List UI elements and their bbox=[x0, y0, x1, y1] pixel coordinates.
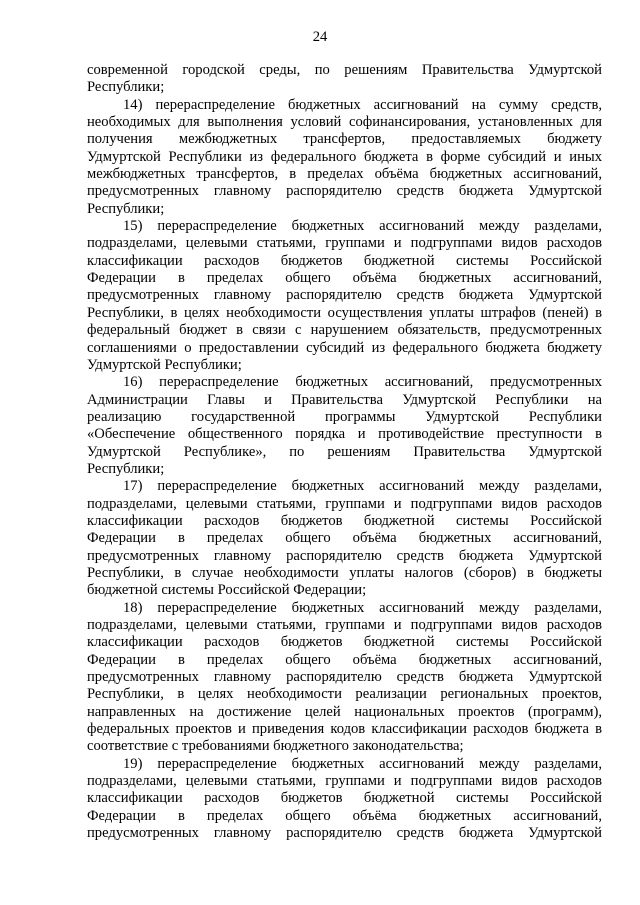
text-line: предусмотренных главному распорядителю средств бюджета Удмуртской bbox=[87, 825, 602, 842]
text-line: бюджетной системы Российской Федерации; bbox=[87, 582, 367, 599]
text-line: соответствие с требованиями бюджетного законодательства; bbox=[87, 738, 464, 755]
paragraph-first-line: 14) перераспределение бюджетных ассигнований на сумму средств, bbox=[123, 96, 602, 113]
text-line: предусмотренных главному распорядителю средств бюджета Удмуртской bbox=[87, 669, 602, 686]
text-line: реализацию государственной программы Удмуртской Республики bbox=[87, 408, 602, 425]
text-line: подразделами, целевыми статьями, группами и подгруппами видов расходов bbox=[87, 235, 602, 252]
text-line: классификации расходов бюджетов бюджетной системы Российской bbox=[87, 634, 602, 651]
text-line: Республики, в целях необходимости реализации региональных проектов, bbox=[87, 686, 602, 703]
text-line: «Обеспечение общественного порядка и противодействие преступности в bbox=[87, 426, 602, 443]
paragraph-first-line: 15) перераспределение бюджетных ассигнований между разделами, bbox=[123, 218, 602, 235]
page-number: 24 bbox=[312, 29, 328, 45]
text-line: предусмотренных главному распорядителю средств бюджета Удмуртской bbox=[87, 287, 602, 304]
text-line: предусмотренных главному распорядителю средств бюджета Удмуртской bbox=[87, 183, 602, 200]
text-line: федеральных проектов и приведения кодов классификации расходов бюджета в bbox=[87, 721, 602, 738]
text-line: Федерации в пределах общего объёма бюджетных ассигнований, bbox=[87, 530, 602, 547]
text-line: необходимых для выполнения условий софинансирования, установленных для bbox=[87, 114, 602, 131]
text-line: Удмуртской Республики из федерального бюджета в форме субсидий и иных bbox=[87, 148, 602, 165]
paragraph-first-line: 16) перераспределение бюджетных ассигнований, предусмотренных bbox=[123, 374, 602, 391]
paragraph-first-line: 17) перераспределение бюджетных ассигнований между разделами, bbox=[123, 478, 602, 495]
text-line: классификации расходов бюджетов бюджетной системы Российской bbox=[87, 252, 602, 269]
paragraph-first-line: 19) перераспределение бюджетных ассигнований между разделами, bbox=[123, 755, 602, 772]
text-line: Республики; bbox=[87, 200, 165, 217]
text-line: классификации расходов бюджетов бюджетной системы Российской bbox=[87, 512, 602, 529]
text-line: Республики, в случае необходимости уплаты налогов (сборов) в бюджеты bbox=[87, 564, 602, 581]
text-line: предусмотренных главному распорядителю средств бюджета Удмуртской bbox=[87, 547, 602, 564]
text-line: подразделами, целевыми статьями, группами и подгруппами видов расходов bbox=[87, 617, 602, 633]
text-line: современной городской среды, по решениям Правительства Удмуртской bbox=[87, 62, 602, 78]
text-line: федеральный бюджет в связи с нарушением обязательств, предусмотренных bbox=[87, 322, 602, 339]
text-line: соглашениями о предоставлении субсидий из федерального бюджета бюджету bbox=[87, 339, 602, 356]
paragraph-first-line: 18) перераспределение бюджетных ассигнований между разделами, bbox=[123, 599, 602, 616]
text-line: Федерации в пределах общего объёма бюджетных ассигнований, bbox=[87, 807, 602, 824]
text-line: классификации расходов бюджетов бюджетной системы Российской bbox=[87, 790, 602, 807]
text-line: Республики, в целях необходимости осуществления уплаты штрафов (пеней) в bbox=[87, 304, 602, 321]
text-line: Федерации в пределах общего объёма бюджетных ассигнований, bbox=[87, 651, 602, 668]
text-line: Администрации Главы и Правительства Удмуртской Республики на bbox=[87, 391, 602, 408]
text-line: направленных на достижение целей национальных проектов (программ), bbox=[87, 703, 602, 720]
text-line: Удмуртской Республики; bbox=[87, 356, 242, 373]
text-line: подразделами, целевыми статьями, группами и подгруппами видов расходов bbox=[87, 495, 602, 512]
text-line: Республики; bbox=[87, 79, 165, 96]
text-line: Республики; bbox=[87, 460, 165, 477]
text-line: получения межбюджетных трансфертов, предоставляемых бюджету bbox=[87, 131, 602, 148]
document-body bbox=[87, 62, 602, 842]
text-line: Федерации в пределах общего объёма бюджетных ассигнований, bbox=[87, 270, 602, 287]
text-line: Удмуртской Республике», по решениям Правительства Удмуртской bbox=[87, 443, 602, 460]
text-line: подразделами, целевыми статьями, группами и подгруппами видов расходов bbox=[87, 773, 602, 790]
text-line: межбюджетных трансфертов, в пределах объёма бюджетных ассигнований, bbox=[87, 166, 602, 183]
